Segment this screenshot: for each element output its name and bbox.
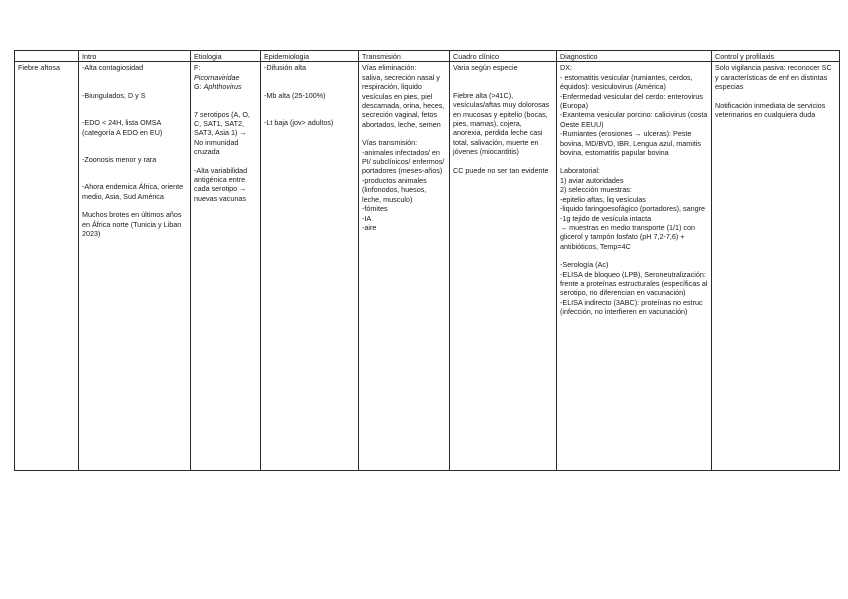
header-cell-etiologia: Etiologia (191, 51, 261, 62)
summary-table (14, 50, 840, 471)
lab-title: Laboratorial: (560, 166, 600, 176)
dx-title: DX: (560, 63, 572, 73)
control-line: Notificación inmediata de servicios veterinarios en cualquiera duda (715, 100, 826, 120)
lab-item: -liquido faringoesofágico (portadores), sangre (560, 204, 706, 214)
transmission-item: -animales infectados/ en PI/ subclínicos/ enfermos/ portadores (meses-años) (362, 147, 445, 176)
genus-label: G: (194, 82, 202, 92)
transmission-item: -IA (362, 213, 372, 223)
transmission-item: -productos animales (linfonodos, huesos, leche, musculo) (362, 175, 427, 204)
clinical-line: Varia según especie (453, 63, 518, 73)
epi-line: -Lt baja (jov> adultos) (264, 118, 334, 128)
intro-line: -Alta contagiosidad (82, 63, 144, 73)
dx-item: -Exantema vesicular porcino: calicivirus (costa Oeste EEUU) (560, 110, 708, 129)
dx-item: - estomatitis vesicular (rumiantes, cerdos, équidos): vesiculovirus (América) (560, 72, 693, 92)
family-label: F: (194, 63, 201, 73)
serology-item: -Serología (Ac) (560, 260, 609, 270)
dx-item: -Enfermedad vesicular del cerdo: enterovirus (Europa) (560, 91, 704, 111)
disease-row (15, 62, 840, 471)
diagnostico-cell (557, 62, 712, 471)
intro-line: -EDO < 24H, lista OMSA (categoría A EDO en EU) (82, 118, 163, 137)
serology-item: -ELISA indirecto (3ABC): proteínas no estruc (infección, no interfieren en vacunación) (560, 297, 703, 317)
clinical-line: Fiebre alta (>41C), vesículas/aftas muy dolorosas en mucosas y epitelio (bocas, pies, mamas), cojera, anorexia, perdida leche casi total, salivación, muerte en jóvenes (miocarditis) (453, 90, 550, 157)
header-cell-epidemiologia: Epidemiologia (261, 51, 359, 62)
lab-item: → muestras en medio transporte (1/1) con glicerol y tampón fosfato (pH 7,2-7,6) + antibióticos, Temp=4C (560, 222, 696, 251)
intro-line: -Zoonosis menor y rara (82, 155, 157, 165)
family-line (194, 63, 257, 82)
transmision-cell (359, 62, 450, 471)
disease-name-cell (15, 62, 79, 471)
header-cell-transmision: Transmisión (359, 51, 450, 62)
control-cell (712, 62, 840, 471)
lab-item: 2) selección muestras: (560, 185, 632, 195)
transmission-title: Vías transmisión: (362, 138, 418, 148)
elimination-title: Vías eliminación: (362, 63, 417, 73)
epi-line: -Mb alta (25-100%) (264, 90, 326, 100)
transmission-item: -aire (362, 222, 377, 232)
cuadro-clinico-cell (450, 62, 557, 471)
intro-line: Muchos brotes en últimos años en África norte (Tunicia y Liban 2023) (82, 210, 182, 239)
control-line: Solo vigilancia pasiva: reconocer SC y características de enf en distintas especias (715, 63, 832, 92)
family-name: Picornaviridae (194, 72, 240, 82)
dx-item: -Rumiantes (erosiones → ulceras): Peste bovina, MD/BVD, IBR, Lengua azul, mamitis bovina, estomatitis papular bovina (560, 129, 702, 158)
genus-line (194, 82, 257, 91)
intro-cell (79, 62, 191, 471)
header-row (15, 51, 840, 62)
variability-text: -Alta variabilidad antigénica entre cada serotipo → nuevas vacunas (194, 165, 248, 203)
serology-item: -ELISA de bloqueo (LPB), Seroneutralización: frente a proteínas estructurales (específicas al serotipo, no diferencian en vacunación) (560, 269, 708, 298)
header-cell-control: Control y profilaxis (712, 51, 840, 62)
transmission-item: -fómites (362, 204, 388, 214)
epi-line: -Difusión alta (264, 63, 306, 73)
intro-line: -Ahora endemica África, oriente medio, Asia, Sud América (82, 182, 184, 201)
etiologia-cell (191, 62, 261, 471)
lab-item: 1) aviar autoridades (560, 175, 624, 185)
clinical-line: CC puede no ser tan evidente (453, 165, 549, 175)
header-cell-cuadro-clinico: Cuadro clínico (450, 51, 557, 62)
lab-item: -1g tejido de vesícula intacta (560, 213, 652, 223)
lab-item: -epitelio aftas, liq vesículas (560, 194, 646, 204)
header-cell-diagnostico: Diagnostico (557, 51, 712, 62)
serotypes-text: 7 serotipos (A, O, C, SAT1, SAT2, SAT3, Asia 1) → No inmunidad cruzada (194, 109, 250, 157)
disease-name: Fiebre aftosa (18, 63, 60, 73)
header-cell-intro: Intro (79, 51, 191, 62)
genus-name: Aphthovirus (203, 82, 242, 92)
elimination-text: saliva, secreción nasal y respiración, liquido vesículas en pies, piel descamada, orina, heces, secreción vaginal, fetos abortados, leche, semen (362, 72, 445, 129)
intro-line: -Biungulados, D y S (82, 90, 146, 100)
epidemiologia-cell (261, 62, 359, 471)
header-cell-empty (15, 51, 79, 62)
